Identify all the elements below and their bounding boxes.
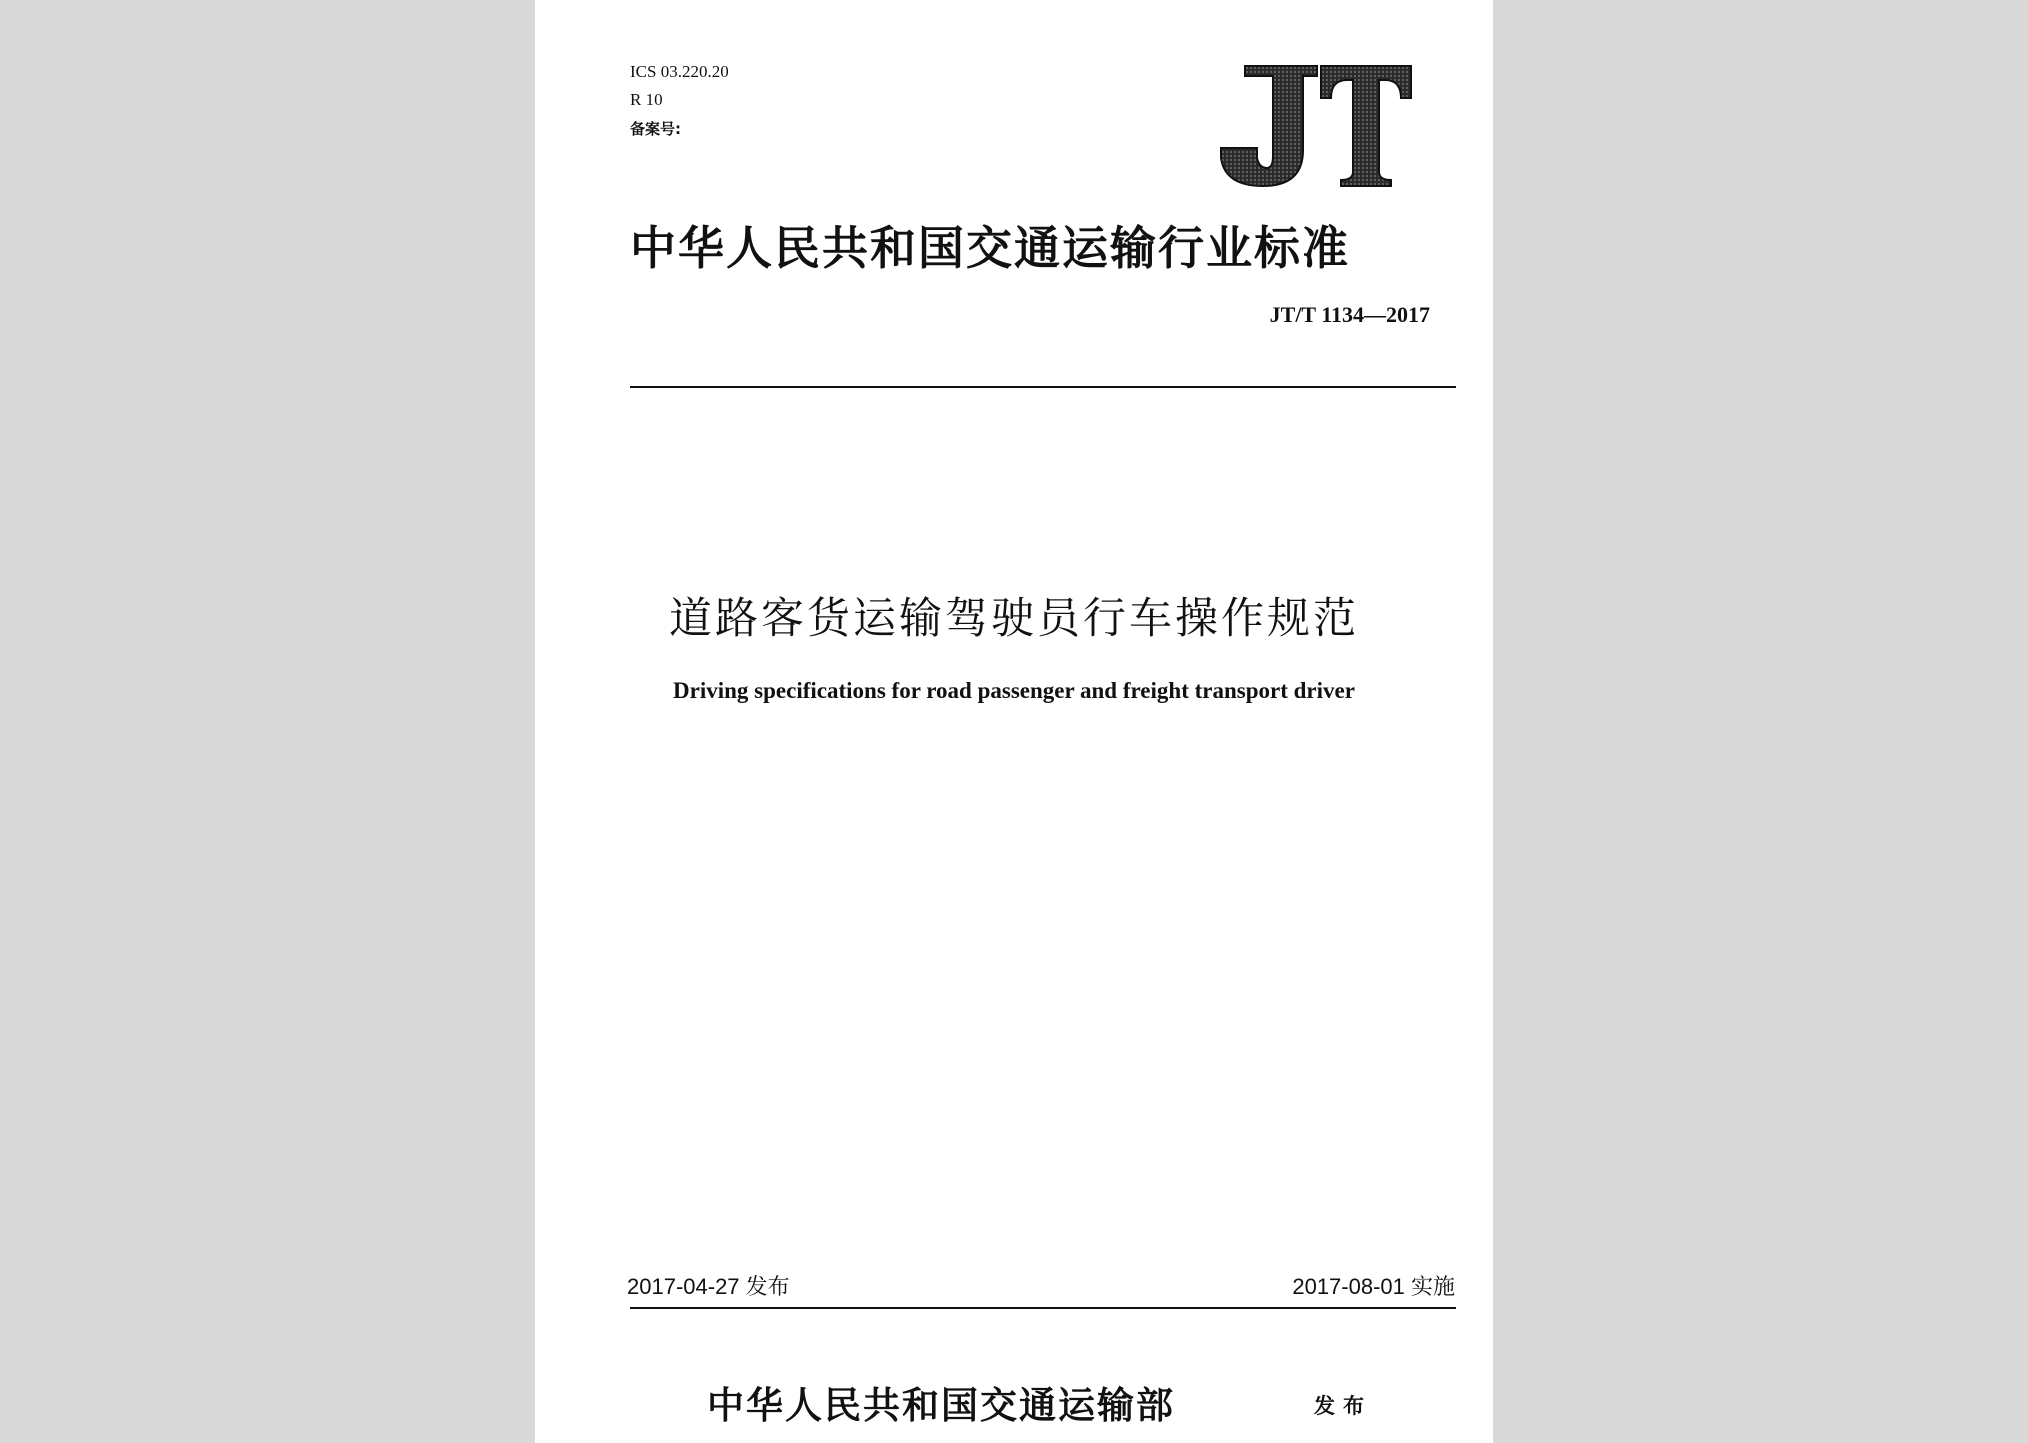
divider-bottom	[630, 1307, 1456, 1309]
issue-label: 发布	[1314, 1394, 1372, 1418]
standard-title: 中华人民共和国交通运输行业标准	[630, 221, 1350, 275]
filing-number-label: 备案号:	[630, 120, 681, 138]
logo-text: JT	[1205, 62, 1206, 63]
publish-date: 2017-04-27 发布	[627, 1274, 790, 1299]
ics-code: ICS 03.220.20	[630, 62, 729, 81]
document-cover	[535, 0, 1493, 1443]
document-title-cn: 道路客货运输驾驶员行车操作规范	[669, 594, 1359, 644]
category-code: R 10	[630, 90, 663, 109]
document-title-en: Driving specifications for road passenger and freight transport driver	[673, 678, 1355, 703]
standard-number: JT/T 1134—2017	[1269, 302, 1430, 327]
jt-logo	[1205, 62, 1415, 190]
issuing-authority: 中华人民共和国交通运输部	[707, 1383, 1175, 1427]
divider-top	[630, 386, 1456, 388]
effective-date: 2017-08-01 实施	[1292, 1274, 1455, 1299]
